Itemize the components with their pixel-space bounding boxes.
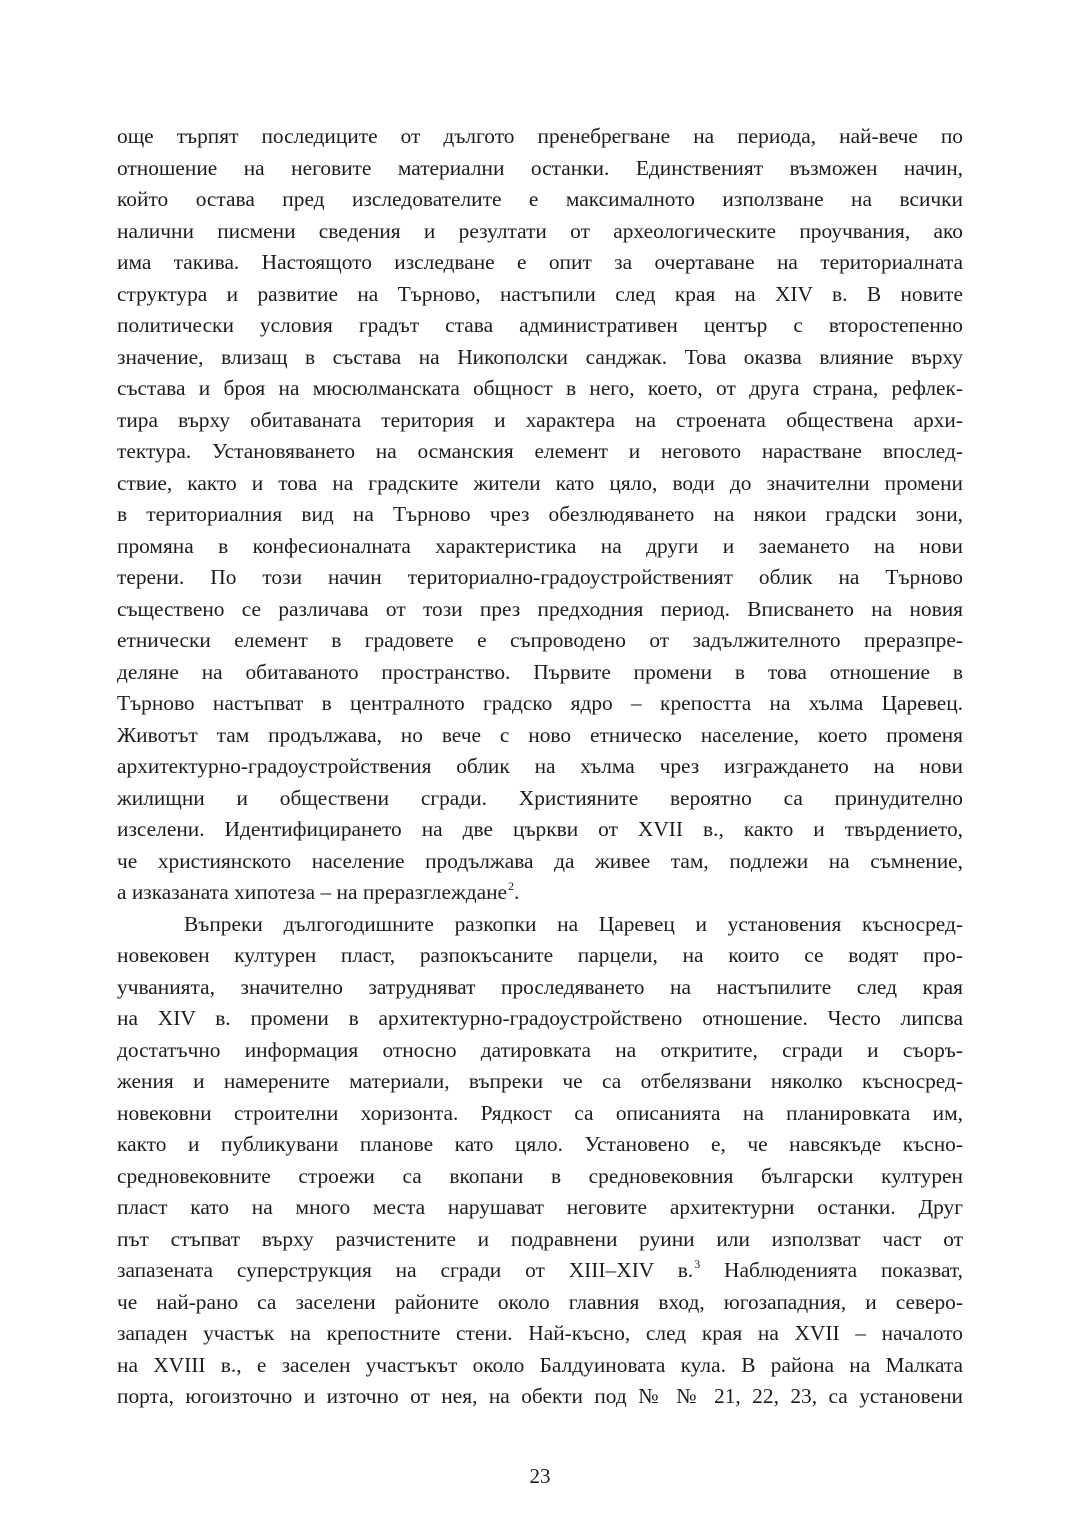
body-text xyxy=(117,121,963,1413)
text-line: политически условия градът става административен център с второстепенно xyxy=(117,313,963,337)
text-line: съществено се различава от този през предходния период. Вписването на новия xyxy=(117,596,963,621)
text-line: на XVIII в., е заселен участъкът около Балдуиновата кула. В района на Малката xyxy=(117,1352,963,1377)
text-line-indented: Въпреки дългогодишните разкопки на Царевец и установения късносред- xyxy=(184,911,963,936)
text-line: налични писмени сведения и резултати от археологическите проучвания, ако xyxy=(117,218,963,243)
text-line: тектура. Установяването на османския елемент и неговото нарастване впослед- xyxy=(117,439,963,463)
text-line: в териториалния вид на Търново чрез обезлюдяването на някои градски зони, xyxy=(117,502,963,526)
text-line: порта, югоизточно и източно от нея, на обекти под № № 21, 22, 23, са установени xyxy=(117,1384,963,1408)
text-line: терени. По този начин териториално-градоустройственият облик на Търново xyxy=(117,565,963,589)
text-line: път стъпват върху разчистените и подравнени руини или използват част от xyxy=(117,1226,963,1251)
text-line: изселени. Идентифицирането на две църкви от XVII в., както и твърдението, xyxy=(117,817,963,841)
text-line: западен участък на крепостните стени. Най-късно, след края на XVII – началото xyxy=(117,1321,963,1345)
text-fragment: а изказаната хипотеза – на преразглеждане xyxy=(117,880,508,904)
text-line: отношение на неговите материални останки. Единственият възможен начин, xyxy=(117,155,963,180)
text-line: новековни строителни хоризонта. Рядкост са описанията на планировката им, xyxy=(117,1100,963,1125)
text-line-with-footnote xyxy=(117,1255,963,1287)
text-line: учванията, значително затрудняват проследяването на настъпилите след края xyxy=(117,974,963,999)
text-line: архитектурно-градоустройствения облик на хълма чрез изграждането на нови xyxy=(117,754,963,778)
paragraph-1 xyxy=(117,121,963,909)
text-line: че най-рано са заселени районите около главния вход, югозападния, и северо- xyxy=(117,1289,963,1314)
page-number: 23 xyxy=(529,1464,551,1488)
text-line: етнически елемент в градовете е съпроводено от задължителното преразпре- xyxy=(117,628,963,652)
text-line: има такива. Настоящото изследване е опит за очертаване на териториалната xyxy=(117,250,963,274)
paragraph-2 xyxy=(117,909,963,1413)
text-line: структура и развитие на Търново, настъпили след края на XIV в. В новите xyxy=(117,281,963,306)
text-line: на XIV в. промени в архитектурно-градоустройствено отношение. Често липсва xyxy=(117,1006,963,1030)
text-line: новековен културен пласт, разпокъсаните парцели, на които се водят про- xyxy=(117,943,963,967)
text-fragment: Наблюденията показват, xyxy=(700,1258,963,1282)
text-line: жилищни и обществени сгради. Християните вероятно са принудително xyxy=(117,785,963,810)
text-line: значение, влизащ в състава на Никополски санджак. Това оказва влияние върху xyxy=(117,344,963,369)
text-line: който остава пред изследователите е максималното използване на всички xyxy=(117,187,963,211)
text-line: както и публикувани планове като цяло. Установено е, че навсякъде късно- xyxy=(117,1132,963,1156)
text-line: състава и броя на мюсюлманската общност в него, което, от друга страна, рефлек- xyxy=(117,376,963,400)
text-line: пласт като на много места нарушават неговите архитектурни останки. Друг xyxy=(117,1195,963,1219)
text-line: деляне на обитаваното пространство. Първите промени в това отношение в xyxy=(117,659,963,684)
text-line: промяна в конфесионалната характеристика на други и заемането на нови xyxy=(117,533,963,558)
footnote-marker: 2 xyxy=(508,879,515,893)
text-line: Търново настъпват в централното градско ядро – крепостта на хълма Царевец. xyxy=(117,691,963,715)
text-line: още търпят последиците от дългото пренебрегване на периода, най-вече по xyxy=(117,124,963,148)
text-line-last xyxy=(117,877,963,909)
text-fragment: . xyxy=(514,880,520,904)
text-line: тира върху обитаваната територия и характера на строената обществена архи- xyxy=(117,407,963,432)
text-line: достатъчно информация относно датировката на откритите, сгради и съоръ- xyxy=(117,1037,963,1062)
text-line: средновековните строежи са вкопани в средновековния български културен xyxy=(117,1163,963,1188)
text-line: жения и намерените материали, въпреки че са отбелязвани няколко късносред- xyxy=(117,1069,963,1093)
text-line: Животът там продължава, но вече с ново етническо население, което променя xyxy=(117,722,963,747)
footnote-marker: 3 xyxy=(694,1257,701,1271)
text-line: ствие, както и това на градските жители като цяло, води до значителни промени xyxy=(117,470,963,495)
text-fragment: запазената суперструкция на сгради от XIII–XIV в. xyxy=(117,1258,694,1282)
text-line: че християнското население продължава да живее там, подлежи на съмнение, xyxy=(117,848,963,873)
